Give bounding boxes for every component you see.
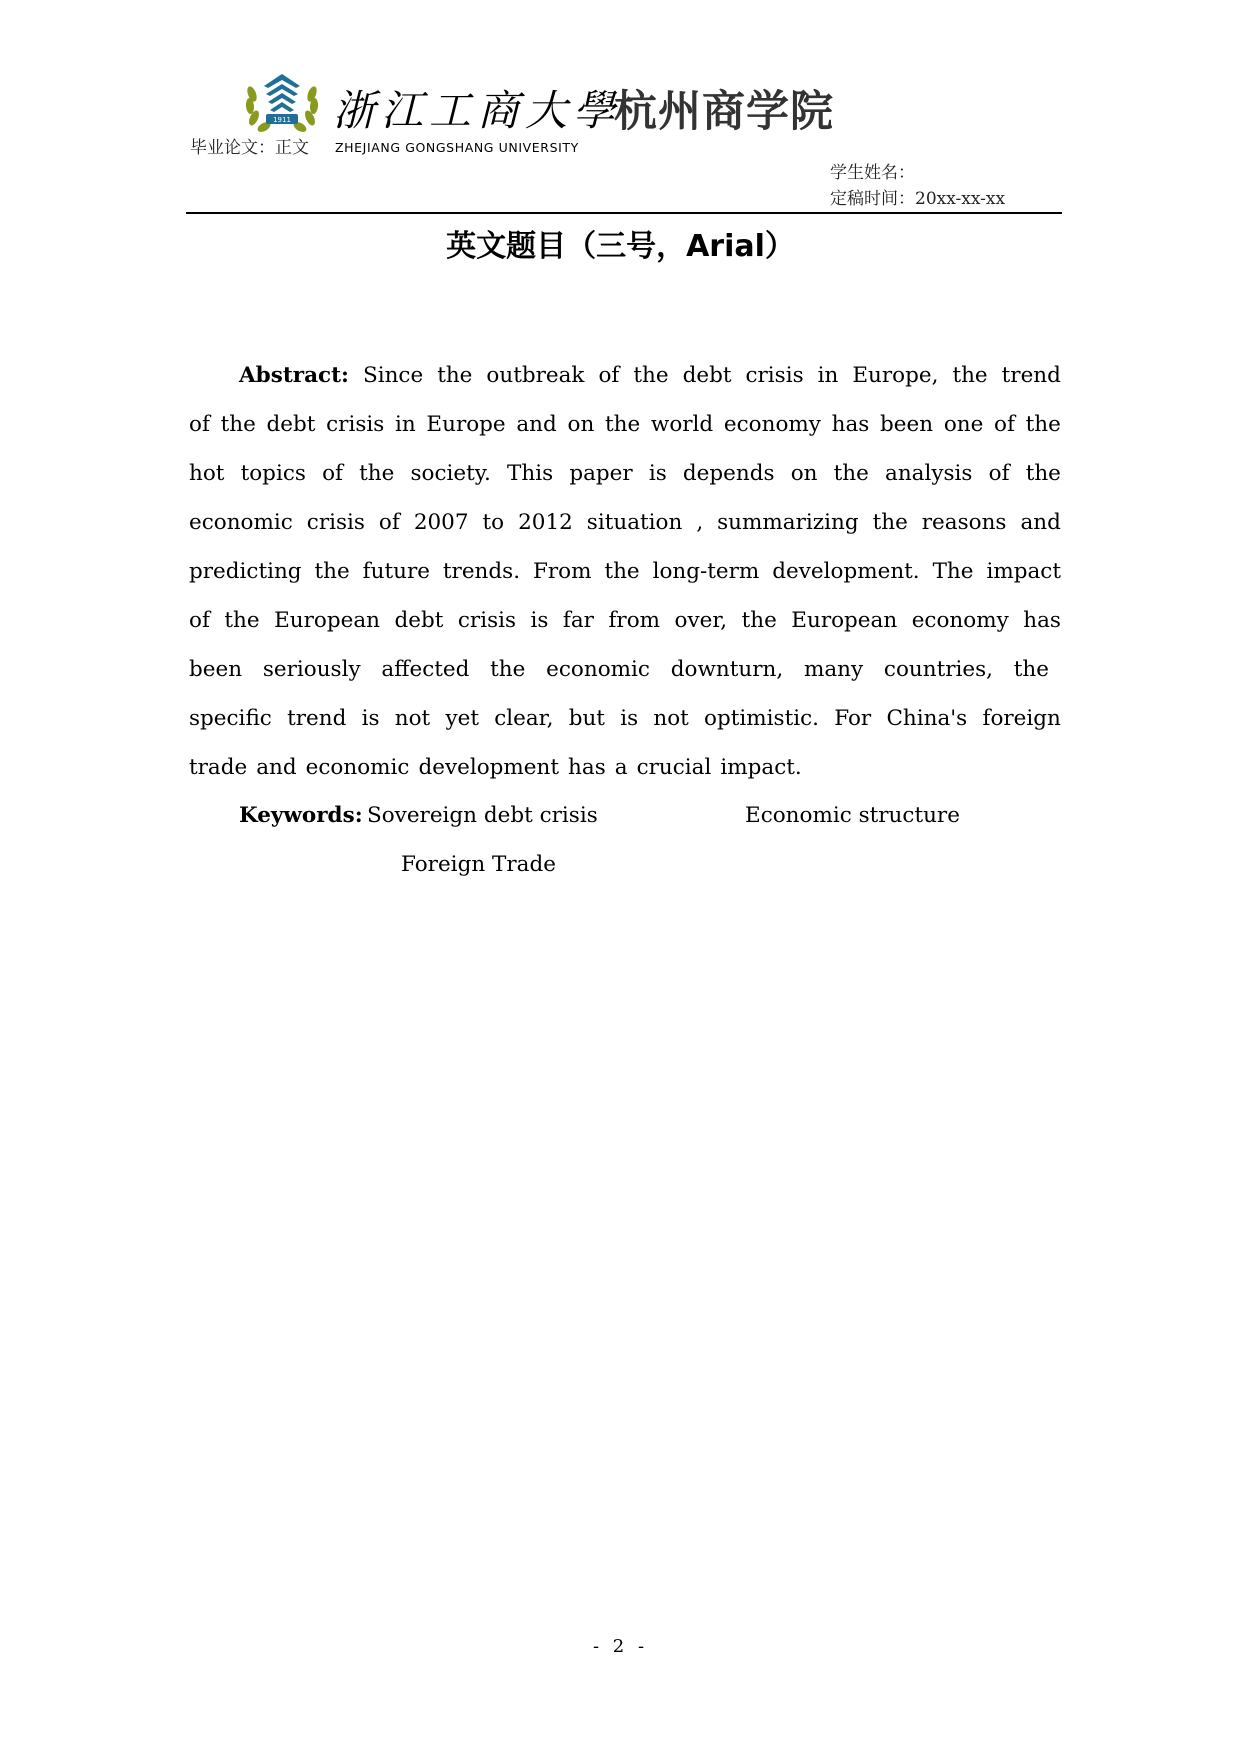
word: many: [803, 657, 864, 682]
emblem-year-text: 1911: [273, 116, 291, 124]
word: of: [994, 412, 1015, 437]
word: the: [437, 363, 473, 388]
word: one: [943, 412, 984, 437]
word: of: [189, 608, 210, 633]
word: world: [650, 412, 714, 437]
keyword-item: Sovereign debt crisis: [367, 803, 598, 828]
word: seriously: [262, 657, 361, 682]
word: 2007: [413, 510, 469, 535]
word: been: [189, 657, 243, 682]
word: For: [834, 706, 872, 731]
word: situation: [586, 510, 683, 535]
abstract-line: [189, 400, 1061, 449]
word: the: [1025, 461, 1061, 486]
word: the: [359, 461, 395, 486]
word: paper: [569, 461, 633, 486]
word: This: [507, 461, 554, 486]
keyword-item: Economic structure: [745, 803, 960, 828]
word: economic: [546, 657, 650, 682]
word: Since: [362, 363, 424, 388]
abstract-line: [189, 547, 1061, 596]
word: downturn,: [670, 657, 784, 682]
word: yet: [445, 706, 479, 731]
abstract-line: [189, 351, 1061, 400]
word: been: [880, 412, 934, 437]
word: economy: [723, 412, 821, 437]
abstract-paragraph: [189, 351, 1061, 792]
word: has: [568, 755, 606, 780]
word: crisis: [457, 608, 517, 633]
keywords-block: [239, 791, 960, 877]
word: of: [378, 510, 400, 535]
word: and: [516, 412, 557, 437]
word: trade: [189, 755, 248, 780]
word: not: [394, 706, 431, 731]
word: has: [831, 412, 870, 437]
word: debt: [682, 363, 732, 388]
word: from: [608, 608, 661, 633]
finalized-date-label: 定稿时间：: [830, 189, 915, 209]
abstract-line: [189, 449, 1061, 498]
keywords-label: Keywords:: [239, 803, 363, 828]
word: crisis: [326, 412, 385, 437]
word: the: [1013, 657, 1049, 682]
word: is: [361, 706, 380, 731]
university-emblem-logo: [244, 72, 320, 134]
word: affected: [381, 657, 470, 682]
word: the: [741, 608, 777, 633]
word: ,: [696, 510, 704, 535]
abstract-line: [189, 645, 1049, 694]
word: of: [988, 461, 1010, 486]
word: economy: [911, 608, 1009, 633]
word: to: [482, 510, 505, 535]
word: predicting: [189, 559, 302, 584]
word: economic: [189, 510, 293, 535]
word: the: [833, 461, 869, 486]
word: trends.: [442, 559, 521, 584]
word: the: [872, 510, 908, 535]
word: but: [568, 706, 605, 731]
word: far: [562, 608, 594, 633]
word: specific: [189, 706, 272, 731]
word: crisis: [306, 510, 365, 535]
word: of: [189, 412, 210, 437]
word: a: [614, 755, 628, 780]
word: in: [817, 363, 839, 388]
word: the: [605, 412, 641, 437]
university-name-chinese: 浙江工商大學: [333, 86, 622, 135]
word: summarizing: [717, 510, 859, 535]
finalized-date-row: [830, 191, 1005, 208]
word: development.: [772, 559, 920, 584]
word: long-term: [652, 559, 760, 584]
keyword-item: Foreign Trade: [401, 852, 556, 877]
word: reasons: [921, 510, 1007, 535]
word: economic: [305, 755, 410, 780]
word: 2012: [518, 510, 573, 535]
abstract-line: [189, 596, 1061, 645]
word: the: [490, 657, 526, 682]
word: hot: [189, 461, 225, 486]
word: Europe: [426, 412, 506, 437]
word: From: [532, 559, 592, 584]
word: impact.: [720, 755, 802, 780]
word: European: [791, 608, 898, 633]
word: is: [620, 706, 639, 731]
word: the: [220, 412, 256, 437]
header-divider: [186, 212, 1062, 214]
word: China's: [886, 706, 968, 731]
word: over,: [674, 608, 728, 633]
word: crucial: [636, 755, 712, 780]
abstract-line: [189, 694, 1061, 743]
word: the: [604, 559, 640, 584]
word: of: [598, 363, 620, 388]
word: of: [322, 461, 343, 486]
thesis-section-label: 毕业论文：正文: [190, 138, 309, 158]
word: the: [224, 608, 260, 633]
word: in: [394, 412, 416, 437]
word: not: [653, 706, 689, 731]
word: debt: [266, 412, 316, 437]
word: the: [633, 363, 669, 388]
word: countries,: [883, 657, 993, 682]
word: analysis: [885, 461, 973, 486]
word: topics: [240, 461, 306, 486]
word: outbreak: [486, 363, 585, 388]
abstract-line: [189, 498, 1061, 547]
word: is: [648, 461, 667, 486]
word: Europe,: [852, 363, 939, 388]
english-title: 英文题目（三号，Arial）: [446, 229, 795, 264]
word: trend: [287, 706, 347, 731]
word: foreign: [982, 706, 1061, 731]
word: is: [530, 608, 549, 633]
page-number: - 2 -: [592, 1636, 649, 1657]
university-name-english: ZHEJIANG GONGSHANG UNIVERSITY: [335, 140, 579, 155]
word: the: [1025, 412, 1061, 437]
abstract-label: Abstract:: [239, 363, 349, 388]
word: on: [790, 461, 818, 486]
word: depends: [682, 461, 775, 486]
word: future: [362, 559, 430, 584]
word: society.: [410, 461, 491, 486]
word: crisis: [745, 363, 804, 388]
word: on: [567, 412, 595, 437]
word: European: [274, 608, 381, 633]
word: has: [1023, 608, 1061, 633]
word: debt: [394, 608, 444, 633]
word: the: [314, 559, 350, 584]
finalized-date-value: 20xx-xx-xx: [915, 189, 1006, 209]
word: the: [952, 363, 988, 388]
word: clear,: [494, 706, 554, 731]
word: The: [932, 559, 974, 584]
word: and: [1020, 510, 1061, 535]
word: development: [418, 755, 560, 780]
word: optimistic.: [704, 706, 819, 731]
abstract-line: [189, 743, 1061, 792]
word: and: [256, 755, 297, 780]
college-name: 杭州商学院: [614, 87, 834, 137]
word: impact: [986, 559, 1061, 584]
word: trend: [1001, 363, 1061, 388]
student-name-label: 学生姓名：: [830, 163, 915, 183]
